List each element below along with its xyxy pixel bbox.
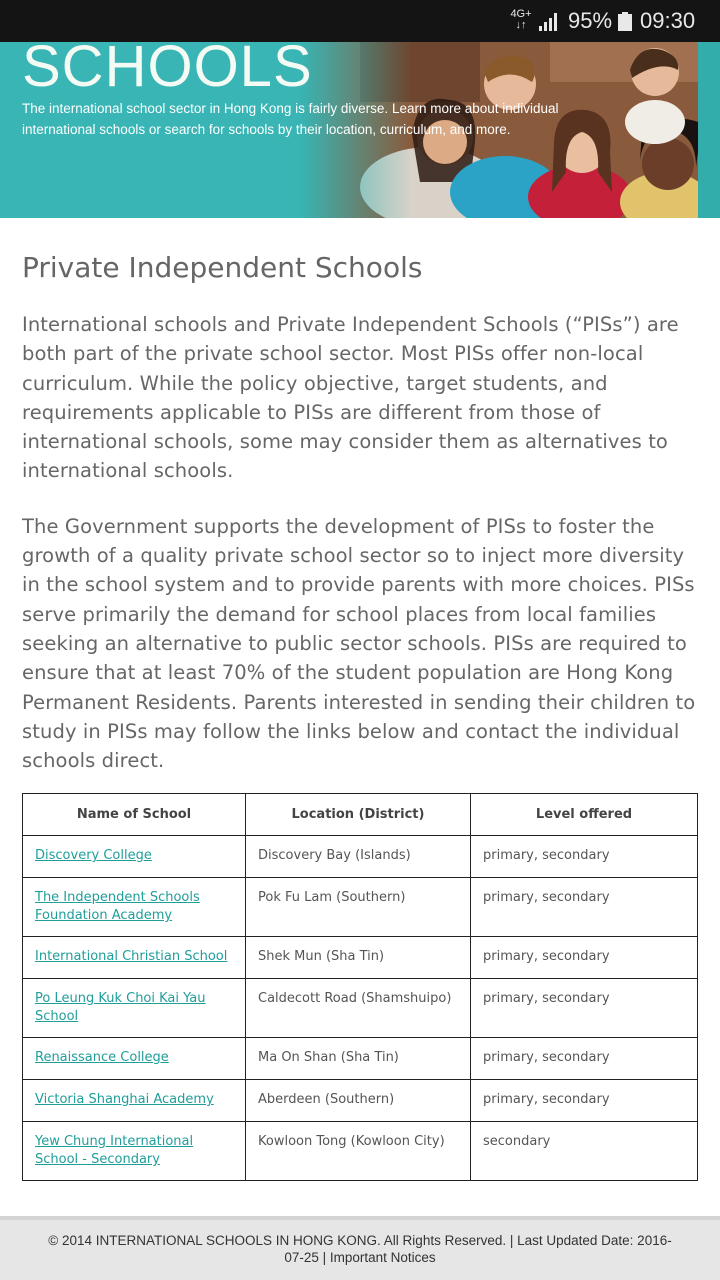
level-cell: primary, secondary — [471, 1080, 698, 1122]
location-cell: Caldecott Road (Shamshuipo) — [246, 979, 471, 1038]
header-name-of-school: Name of School — [23, 794, 246, 836]
school-name-cell — [23, 937, 246, 979]
location-cell: Discovery Bay (Islands) — [246, 836, 471, 878]
level-cell: secondary — [471, 1122, 698, 1181]
school-name-cell — [23, 1080, 246, 1122]
school-link[interactable]: Yew Chung International School - Secondary — [35, 1134, 194, 1167]
hero-banner — [0, 42, 720, 218]
government-paragraph: The Government supports the development of PISs to foster the growth of a quality private school sector so to inject more diversity in the school system and to provide parents with more choices. PISs serve primarily the demand for school places from local families seeking an alternative to public sector schools. PISs are required to ensure that at least 70% of the student population are Hong Kong Permanent Residents. Parents interested in sending their children to study in PISs may follow the links below and contact the individual schools direct. — [22, 514, 696, 773]
status-bar — [0, 0, 720, 42]
page-title: Private Independent Schools — [22, 251, 423, 284]
table-header-row — [23, 794, 698, 836]
school-link[interactable]: Discovery College — [35, 848, 152, 863]
table-row — [23, 878, 698, 937]
location-cell: Ma On Shan (Sha Tin) — [246, 1038, 471, 1080]
network-activity-icon: ↓↑ — [515, 19, 527, 31]
header-level-offered: Level offered — [471, 794, 698, 836]
battery-icon — [618, 12, 632, 31]
school-name-cell — [23, 1122, 246, 1181]
table-row — [23, 1038, 698, 1080]
school-link[interactable]: The Independent Schools Foundation Academy — [35, 890, 200, 923]
school-link[interactable]: International Christian School — [35, 949, 228, 964]
network-type: 4G+ — [510, 8, 532, 20]
location-cell: Shek Mun (Sha Tin) — [246, 937, 471, 979]
banner-edge — [698, 42, 720, 218]
clock: 09:30 — [640, 8, 696, 33]
footer — [0, 1216, 720, 1280]
table-row — [23, 979, 698, 1038]
banner-title: SCHOOLS — [22, 42, 313, 99]
header-location: Location (District) — [246, 794, 471, 836]
level-cell: primary, secondary — [471, 1038, 698, 1080]
table-row — [23, 1122, 698, 1181]
school-link[interactable]: Victoria Shanghai Academy — [35, 1092, 214, 1107]
table-row — [23, 836, 698, 878]
level-cell: primary, secondary — [471, 878, 698, 937]
level-cell: primary, secondary — [471, 979, 698, 1038]
network-indicator — [510, 9, 532, 31]
school-name-cell — [23, 878, 246, 937]
table-row — [23, 937, 698, 979]
level-cell: primary, secondary — [471, 937, 698, 979]
location-cell: Aberdeen (Southern) — [246, 1080, 471, 1122]
school-link[interactable]: Po Leung Kuk Choi Kai Yau School — [35, 991, 206, 1024]
school-link[interactable]: Renaissance College — [35, 1050, 169, 1065]
signal-bars-icon — [538, 11, 560, 31]
school-name-cell — [23, 1038, 246, 1080]
table-row — [23, 1080, 698, 1122]
main-content — [22, 246, 698, 775]
location-cell: Pok Fu Lam (Southern) — [246, 878, 471, 937]
location-cell: Kowloon Tong (Kowloon City) — [246, 1122, 471, 1181]
level-cell: primary, secondary — [471, 836, 698, 878]
intro-paragraph: International schools and Private Independent Schools (“PISs”) are both part of the private school sector. Most PISs offer non-local curriculum. While the policy objective, target students, and requirements applicable to PISs are different from those of international schools, some may consider them as alternatives to international schools. — [22, 313, 679, 483]
school-name-cell — [23, 836, 246, 878]
footer-text: © 2014 INTERNATIONAL SCHOOLS IN HONG KONG. All Rights Reserved. | Last Updated Date: 2016-07-25 | Important Notices — [48, 1233, 672, 1265]
banner-description: The international school sector in Hong Kong is fairly diverse. Learn more about individual international schools or search for schools by their location, curriculum, and more. — [22, 101, 559, 137]
schools-table — [22, 793, 698, 1181]
battery-percentage: 95% — [568, 8, 613, 33]
school-name-cell — [23, 979, 246, 1038]
